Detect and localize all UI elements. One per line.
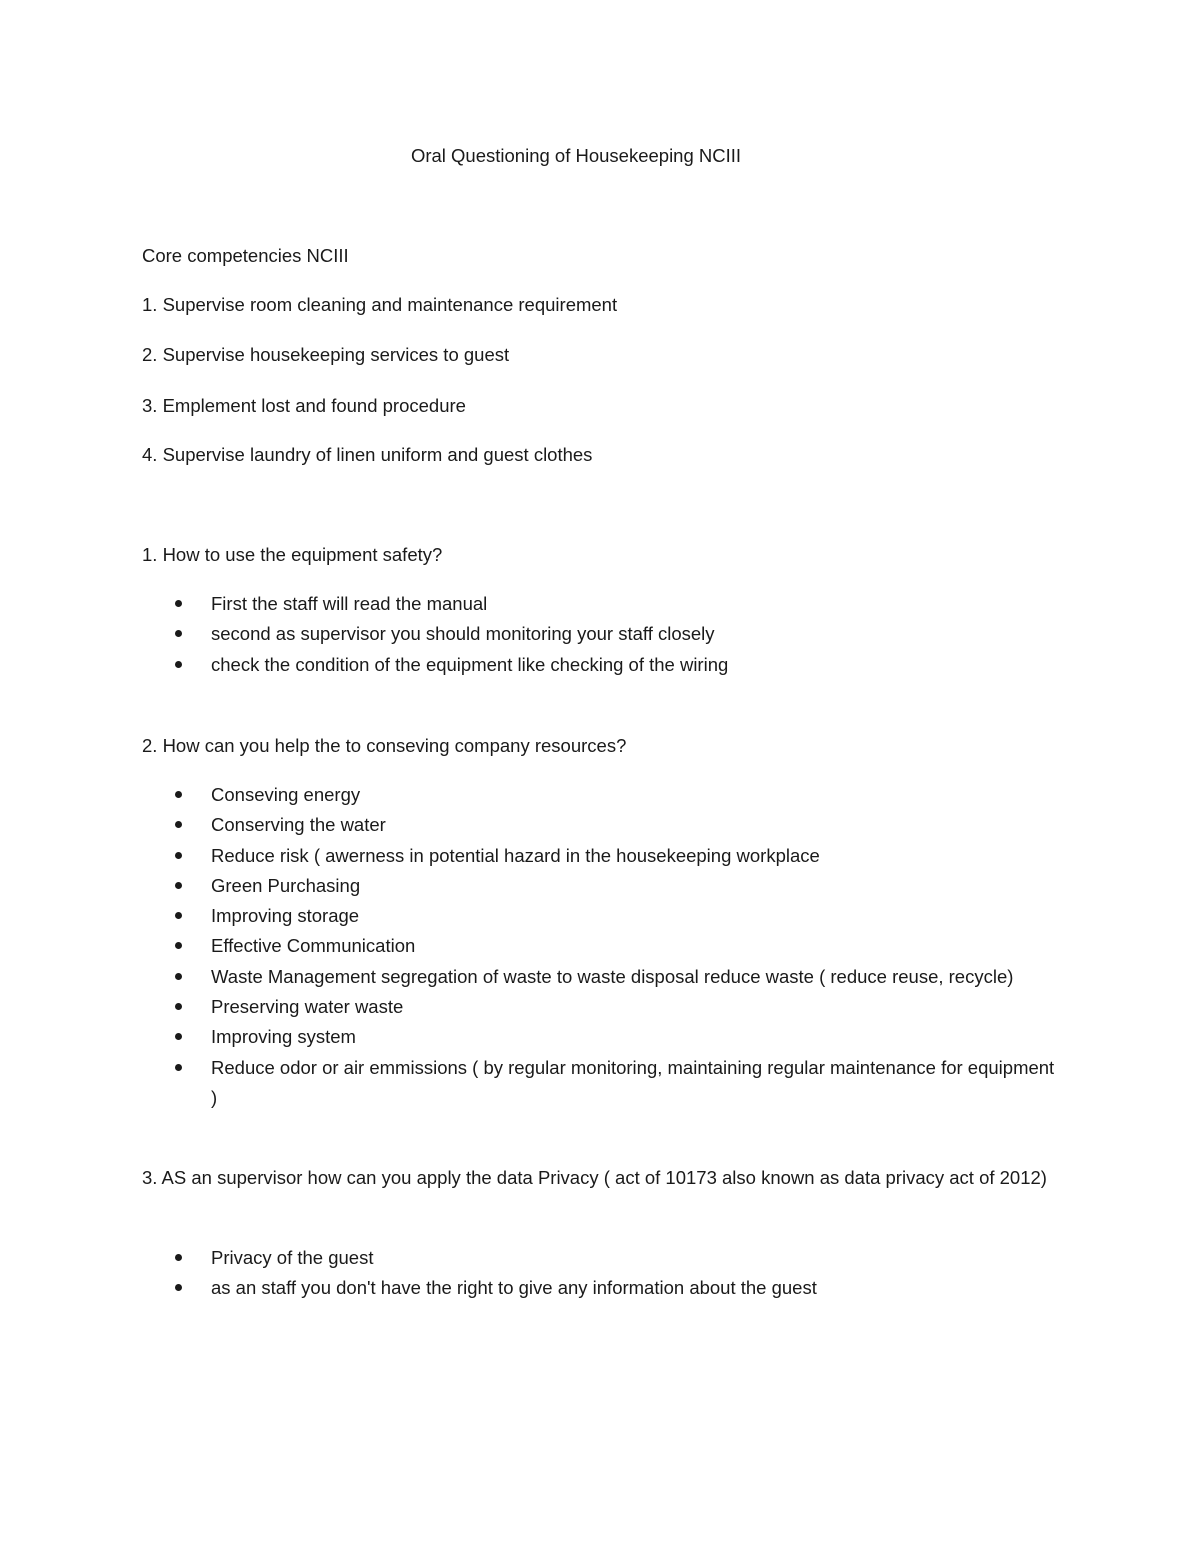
answer-item: Preserving water waste (142, 992, 1062, 1022)
answer-item: Waste Management segregation of waste to waste disposal reduce waste ( reduce reuse, recycle) (142, 962, 1062, 992)
question-1: 1. How to use the equipment safety? (142, 544, 443, 565)
answer-item: second as supervisor you should monitoring your staff closely (142, 619, 1062, 649)
answer-item: check the condition of the equipment like checking of the wiring (142, 650, 1062, 680)
question-3-answers (142, 1243, 1062, 1304)
answer-item: as an staff you don't have the right to give any information about the guest (142, 1273, 1062, 1303)
question-2: 2. How can you help the to conseving company resources? (142, 735, 627, 756)
answer-item: Improving system (142, 1022, 1062, 1052)
answer-item: Reduce odor or air emmissions ( by regular monitoring, maintaining regular maintenance for equipment ) (142, 1053, 1062, 1114)
answer-item: Improving storage (142, 901, 1062, 931)
competency-item: 3. Emplement lost and found procedure (142, 395, 466, 416)
competency-item: 4. Supervise laundry of linen uniform and guest clothes (142, 444, 593, 465)
answer-item: First the staff will read the manual (142, 589, 1062, 619)
question-3: 3. AS an supervisor how can you apply the data Privacy ( act of 10173 also known as data privacy act of 2012) (142, 1167, 1047, 1188)
competency-item: 2. Supervise housekeeping services to guest (142, 344, 510, 365)
answer-item: Privacy of the guest (142, 1243, 1062, 1273)
answer-item: Reduce risk ( awerness in potential hazard in the housekeeping workplace (142, 841, 1062, 871)
question-1-answers (142, 589, 1062, 680)
competency-item: 1. Supervise room cleaning and maintenance requirement (142, 294, 618, 315)
answer-item: Conserving the water (142, 810, 1062, 840)
document-title: Oral Questioning of Housekeeping NCIII (410, 145, 742, 166)
answer-item: Green Purchasing (142, 871, 1062, 901)
answer-item: Effective Communication (142, 931, 1062, 961)
question-2-answers (142, 780, 1062, 1113)
answer-item: Conseving energy (142, 780, 1062, 810)
core-competencies-heading: Core competencies NCIII (142, 245, 349, 266)
